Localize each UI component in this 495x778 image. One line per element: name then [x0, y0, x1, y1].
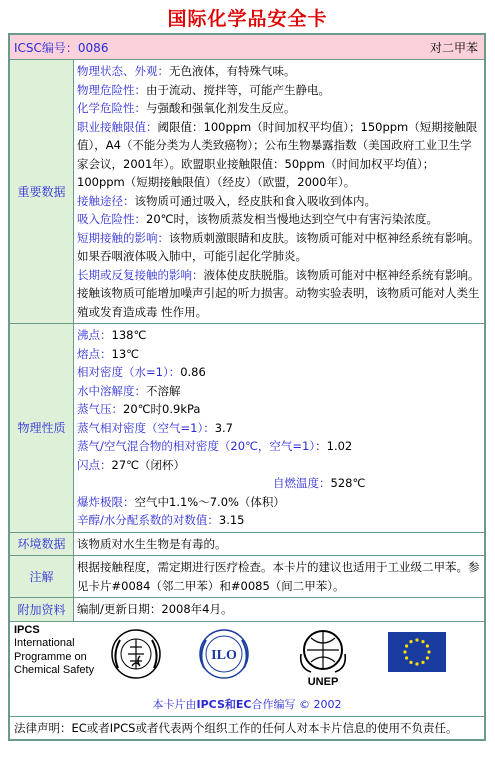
icsc-card — [8, 33, 486, 741]
credit-line: 本卡片由IPCS和EC合作编写 © 2002 — [152, 697, 342, 711]
eu-star — [409, 640, 412, 643]
unep-logo — [297, 628, 349, 692]
item: 吸入危险性：20℃时，该物质蒸发相当慢地达到空气中有害污染浓度。 — [77, 212, 439, 226]
section-label: 注解 — [10, 556, 74, 597]
section-content: 根据接触程度，需定期进行医疗检查。本卡片的建议也适用于工业级二甲苯。参见卡片#0084（邻二甲苯）和#0085（间二甲苯）。 — [77, 560, 480, 593]
item: 蒸气相对密度（空气=1）：3.7 — [77, 420, 233, 435]
item: 沸点：138℃ — [77, 328, 147, 342]
svg-text:ILO: ILO — [211, 647, 237, 663]
item: 短期接触的影响：该物质刺激眼睛和皮肤。该物质可能对中枢神经系统有影响。如果吞咽液体吸入肺中，可能引起化学肺炎。 — [77, 230, 480, 263]
who-logo — [110, 628, 162, 684]
section-label: 重要数据 — [10, 60, 74, 323]
svg-text:UNEP: UNEP — [307, 675, 339, 688]
item: 熔点：13℃ — [77, 346, 140, 361]
eu-star — [409, 660, 412, 663]
legal-disclaimer: 法律声明：EC或者IPCS或者代表两个组织工作的任何人对本卡片信息的使用不负责任。 — [14, 720, 458, 735]
section-content — [74, 324, 484, 532]
chemical-name: 对二甲苯 — [429, 40, 478, 55]
section-content: 该物质对水生生物是有毒的。 — [77, 536, 227, 551]
eu-star — [426, 656, 429, 659]
eu-star — [415, 662, 418, 665]
section-environment — [10, 533, 484, 557]
item: 蒸气/空气混合物的相对密度（20℃，空气=1）：1.02 — [77, 439, 353, 453]
item: 化学危险性：与强酸和强氧化剂发生反应。 — [77, 101, 296, 115]
section-important-data — [10, 60, 484, 324]
item: 物理危险性：由于流动、搅拌等，可能产生静电。 — [77, 82, 330, 97]
item: 水中溶解度：不溶解 — [77, 383, 181, 398]
section-content — [74, 60, 484, 323]
icsc-number: ICSC编号：0086 — [14, 40, 109, 55]
item: 自燃温度：528℃ — [273, 476, 366, 490]
ipcs-text: IPCS International Programme on Chemical Safety — [14, 623, 95, 676]
item: 辛醇/水分配系数的对数值：3.15 — [77, 513, 245, 527]
eu-star — [421, 660, 424, 663]
section-notes — [10, 556, 484, 598]
section-additional — [10, 598, 484, 622]
page-title: 国际化学品安全卡 — [167, 8, 328, 30]
section-content: 编制/更新日期：2008年4月。 — [77, 602, 233, 616]
section-physical-properties — [10, 324, 484, 533]
item: 长期或反复接触的影响：液体使皮肤脱脂。该物质可能对中枢神经系统有影响。接触该物质可能增加噪声引起的听力损害。动物实验表明，该物质可能对人类生殖或发育造成毒 性作用。 — [77, 267, 480, 319]
eu-star — [421, 640, 424, 643]
eu-flag-logo — [388, 632, 446, 676]
item: 爆炸极限：空气中1.1%～7.0%（体积） — [77, 494, 285, 509]
section-label: 物理性质 — [10, 324, 74, 532]
eu-star — [415, 638, 418, 641]
section-disclaimer — [10, 717, 484, 739]
item: 蒸气压：20℃时0.9kPa — [77, 402, 201, 416]
eu-star — [427, 650, 430, 653]
item: 相对密度（水=1）：0.86 — [77, 365, 206, 379]
section-label: 附加资料 — [10, 598, 74, 621]
eu-star — [426, 644, 429, 647]
eu-star — [405, 644, 408, 647]
card-header — [10, 35, 484, 60]
item: 职业接触限值：阈限值：100ppm（时间加权平均值）；150ppm（短期接触限值），A4（不能分类为人类致癌物）；公布生物暴露指数（美国政府工业卫生学家会议，2001年）。欧盟职业接触限值：50ppm（时间加权平均值）；100ppm（短期接触限值）（经皮）（欧盟，2000年）。 — [77, 119, 478, 189]
logos-row — [10, 622, 484, 717]
eu-star — [403, 650, 406, 653]
item: 闪点：27℃（闭杯） — [77, 457, 186, 472]
item: 接触途径：该物质可通过吸入，经皮肤和食入吸收到体内。 — [77, 193, 376, 208]
ilo-logo — [198, 628, 250, 684]
eu-star — [405, 656, 408, 659]
item: 物理状态、外观：无色液体，有特殊气味。 — [77, 64, 296, 78]
section-label: 环境数据 — [10, 533, 74, 556]
